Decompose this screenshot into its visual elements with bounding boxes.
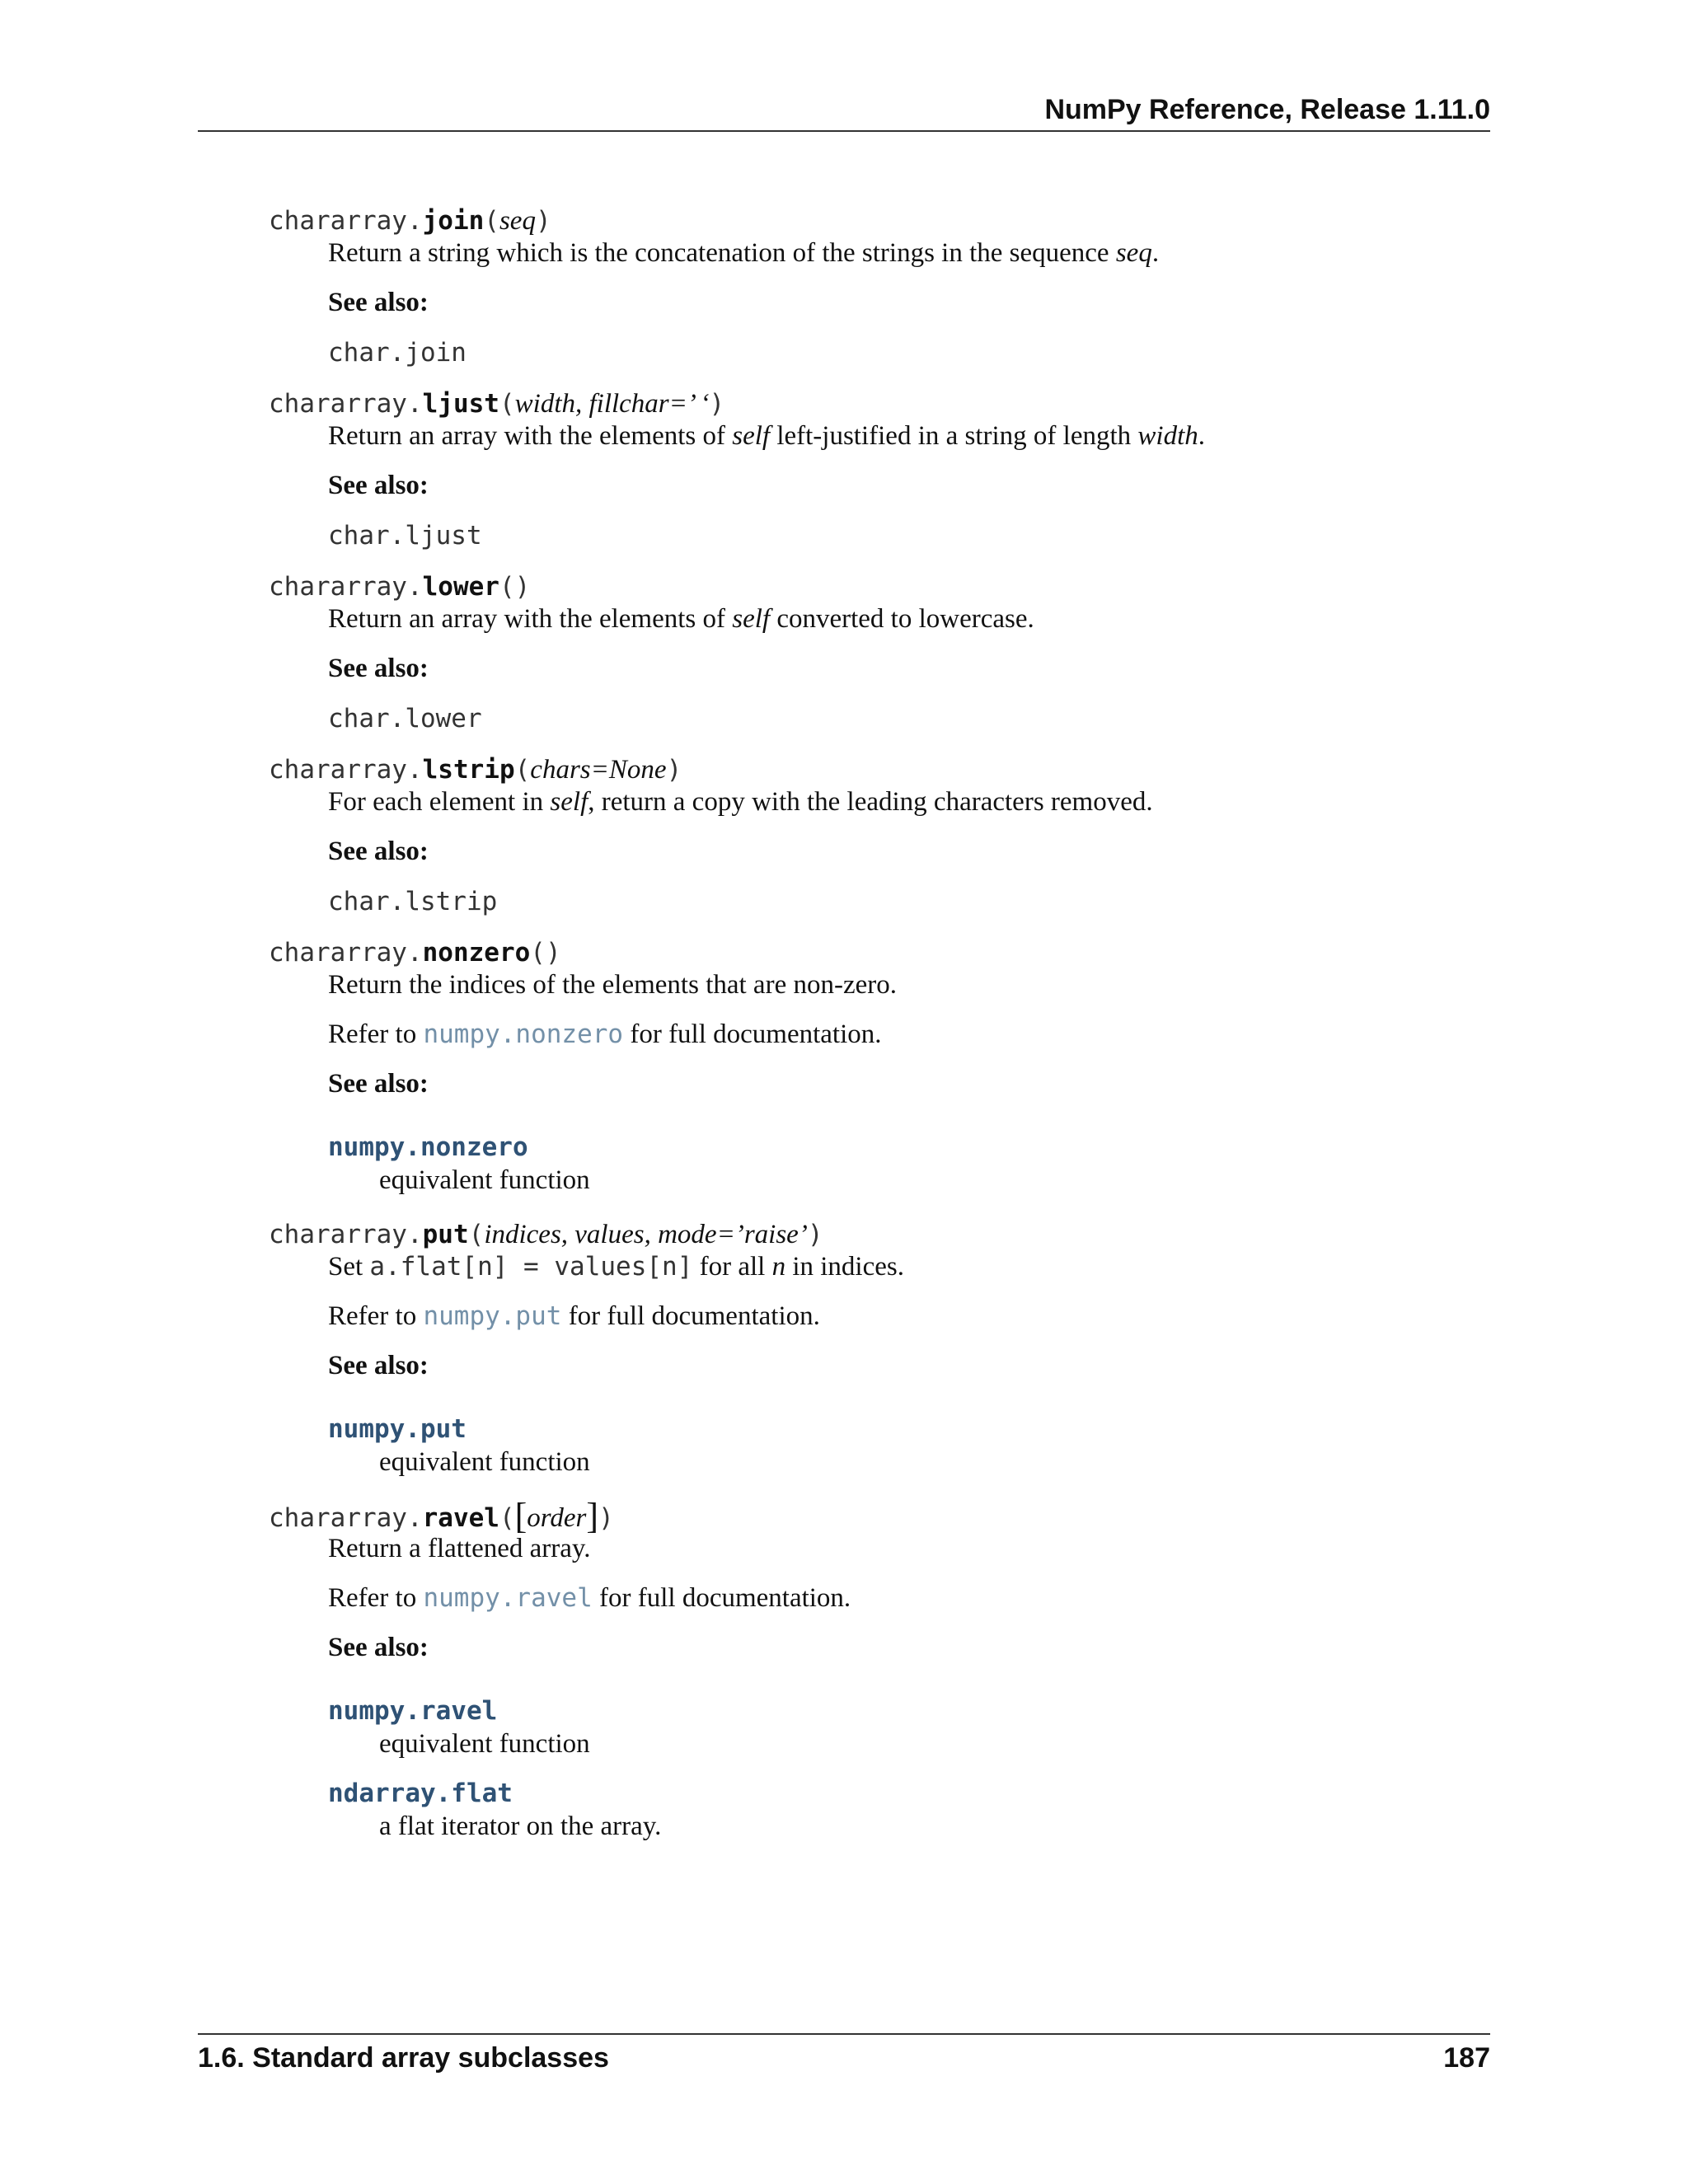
see-also-link[interactable]: numpy.nonzero	[328, 1132, 528, 1162]
see-also-link[interactable]: numpy.put	[328, 1414, 467, 1444]
refer-line: Refer to numpy.put for full documentation.	[328, 1301, 820, 1331]
entry-lower	[269, 569, 1489, 737]
signature-nonzero[interactable]: chararray.nonzero()	[269, 938, 561, 968]
method-params: seq	[499, 206, 536, 236]
method-params: width, fillchar=’ ‘	[514, 389, 710, 419]
see-also-link[interactable]: numpy.ravel	[328, 1696, 498, 1726]
see-also-heading: See also:	[328, 1633, 429, 1662]
footer-page-number: 187	[1443, 2042, 1490, 2074]
see-also-ref: char.join	[328, 338, 467, 368]
description: Return the indices of the elements that are non-zero. Refer to numpy.nonzero for full documentation. See also: numpy.nonzero equivalent function	[328, 968, 1489, 1197]
page-header-title: NumPy Reference, Release 1.11.0	[1044, 94, 1490, 125]
entry-ravel	[269, 1498, 1489, 1843]
see-also-list: numpy.ravel equivalent function ndarray.flat a flat iterator on the array.	[328, 1694, 1489, 1843]
entry-nonzero	[269, 935, 1489, 1197]
see-also-ref: char.lstrip	[328, 887, 498, 916]
entry-lstrip	[269, 752, 1489, 920]
method-name: put	[422, 1220, 469, 1249]
doc-content	[269, 203, 1489, 1863]
footer-rule	[198, 2033, 1490, 2035]
numpy-ravel-link[interactable]: numpy.ravel	[423, 1583, 593, 1613]
see-also-heading: See also:	[328, 471, 429, 500]
description: Return a flattened array. Refer to numpy.ravel for full documentation. See also: numpy.ravel equivalent function ndarray.flat a flat iterator on the array.	[328, 1531, 1489, 1843]
signature-lstrip[interactable]: chararray.lstrip(chars=None)	[269, 755, 682, 785]
description: Return a string which is the concatenation of the strings in the sequence seq. See also: char.join	[328, 236, 1489, 371]
description: Return an array with the elements of self converted to lowercase. See also: char.lower	[328, 602, 1489, 737]
header-rule	[198, 130, 1490, 132]
description: Set a.flat[n] = values[n] for all n in indices. Refer to numpy.put for full documentation. See also: numpy.put equivalent function	[328, 1249, 1489, 1479]
method-params: chars=None	[530, 755, 667, 785]
see-also-heading: See also:	[328, 288, 429, 317]
see-also-link[interactable]: ndarray.flat	[328, 1779, 513, 1808]
numpy-nonzero-link[interactable]: numpy.nonzero	[423, 1019, 624, 1049]
see-also-heading: See also:	[328, 837, 429, 866]
refer-line: Refer to numpy.nonzero for full documentation.	[328, 1019, 882, 1049]
see-also-heading: See also:	[328, 1069, 429, 1099]
signature-ravel[interactable]: chararray.ravel([order])	[269, 1496, 614, 1536]
entry-join	[269, 203, 1489, 371]
see-also-list: numpy.put equivalent function	[328, 1413, 1489, 1479]
see-also-list: numpy.nonzero equivalent function	[328, 1131, 1489, 1197]
method-name: join	[422, 206, 485, 236]
entry-ljust	[269, 386, 1489, 554]
see-also-heading: See also:	[328, 654, 429, 683]
see-also-ref: char.ljust	[328, 521, 482, 551]
method-name: nonzero	[422, 938, 531, 968]
method-name: ravel	[422, 1503, 499, 1533]
method-params: indices, values, mode=’raise’	[484, 1220, 808, 1249]
signature-put[interactable]: chararray.put(indices, values, mode=’raise’)	[269, 1220, 823, 1249]
numpy-put-link[interactable]: numpy.put	[423, 1301, 562, 1331]
description: Return an array with the elements of self left-justified in a string of length width. See also: char.ljust	[328, 419, 1489, 554]
method-name: lstrip	[422, 755, 515, 785]
see-also-ref: char.lower	[328, 704, 482, 733]
signature-ljust[interactable]: chararray.ljust(width, fillchar=’ ‘)	[269, 389, 725, 419]
description: For each element in self, return a copy with the leading characters removed. See also: char.lstrip	[328, 785, 1489, 920]
refer-line: Refer to numpy.ravel for full documentation.	[328, 1583, 851, 1613]
method-name: lower	[422, 572, 499, 602]
entry-put	[269, 1216, 1489, 1479]
footer-section-title: 1.6. Standard array subclasses	[198, 2042, 609, 2074]
signature-lower[interactable]: chararray.lower()	[269, 572, 531, 602]
method-params: order	[527, 1503, 587, 1533]
signature-join[interactable]: chararray.join(seq)	[269, 206, 551, 236]
see-also-heading: See also:	[328, 1351, 429, 1380]
method-name: ljust	[422, 389, 499, 419]
